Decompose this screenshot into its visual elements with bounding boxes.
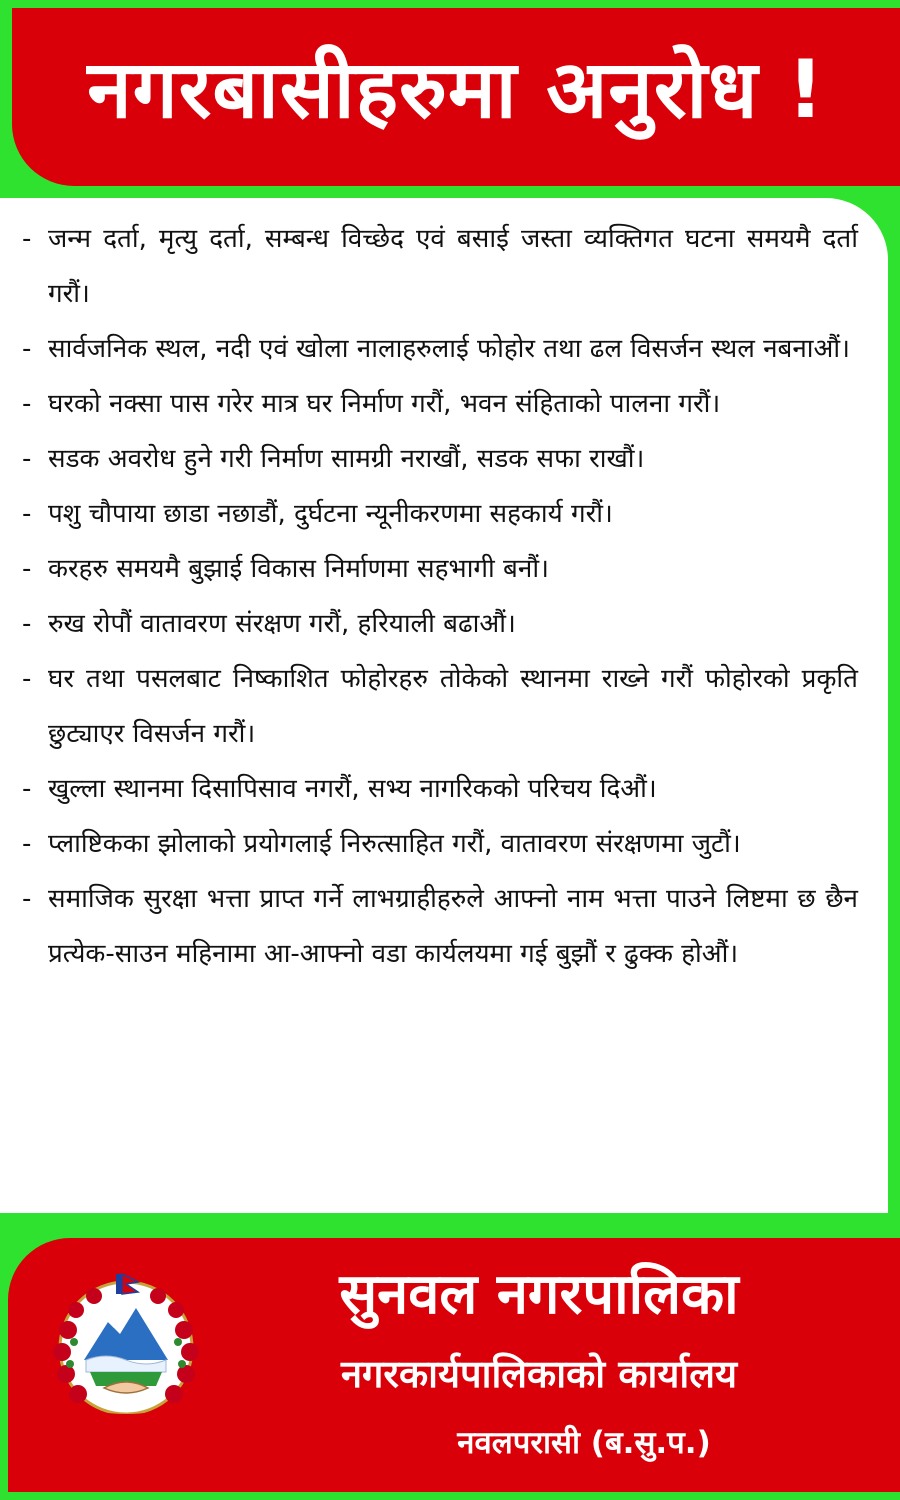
municipality-name: सुनवल नगरपालिका: [339, 1262, 739, 1327]
list-item: - करहरु समयमै बुझाई विकास निर्माणमा सहभागी बनौं।: [20, 542, 858, 597]
request-list: [20, 212, 858, 982]
list-item: - समाजिक सुरक्षा भत्ता प्राप्त गर्ने लाभग्राहीहरुले आफ्नो नाम भत्ता पाउने लिष्टमा छ छैन प्रत्येक-साउन महिनामा आ-आफ्नो वडा कार्यलयमा गई बुझौं र ढुक्क होऔं।: [20, 872, 858, 982]
list-item: - घर तथा पसलबाट निष्काशित फोहोरहरु तोकेको स्थानमा राख्ने गरौं फोहोरको प्रकृति छुट्याएर विसर्जन गरौं।: [20, 652, 858, 762]
notice-panel: [0, 198, 888, 1213]
list-item: - सडक अवरोध हुने गरी निर्माण सामग्री नराखौं, सडक सफा राखौं।: [20, 432, 858, 487]
list-item: - घरको नक्सा पास गरेर मात्र घर निर्माण गरौं, भवन संहिताको पालना गरौं।: [20, 377, 858, 432]
list-item: - जन्म दर्ता, मृत्यु दर्ता, सम्बन्ध विच्छेद एवं बसाई जस्ता व्यक्तिगत घटना समयमै दर्ता गरौं।: [20, 212, 858, 322]
district-name: नवलपरासी (ब.सु.प.): [457, 1425, 711, 1461]
list-item: - सार्वजनिक स्थल, नदी एवं खोला नालाहरुलाई फोहोर तथा ढल विसर्जन स्थल नबनाऔं।: [20, 322, 858, 377]
list-item: - रुख रोपौं वातावरण संरक्षण गरौं, हरियाली बढाऔं।: [20, 597, 858, 652]
list-item: - प्लाष्टिकका झोलाको प्रयोगलाई निरुत्साहित गरौं, वातावरण संरक्षणमा जुटौं।: [20, 817, 858, 872]
list-item: - पशु चौपाया छाडा नछाडौं, दुर्घटना न्यूनीकरणमा सहकार्य गरौं।: [20, 487, 858, 542]
list-item: - खुल्ला स्थानमा दिसापिसाव नगरौं, सभ्य नागरिकको परिचय दिऔं।: [20, 762, 858, 817]
office-name: नगरकार्यपालिकाको कार्यालय: [340, 1352, 738, 1396]
page-title: नगरबासीहरुमा अनुरोध !: [87, 43, 825, 136]
footer-banner: [8, 1238, 900, 1492]
nepal-government-emblem-icon: [46, 1268, 206, 1438]
header-banner: [12, 8, 900, 186]
